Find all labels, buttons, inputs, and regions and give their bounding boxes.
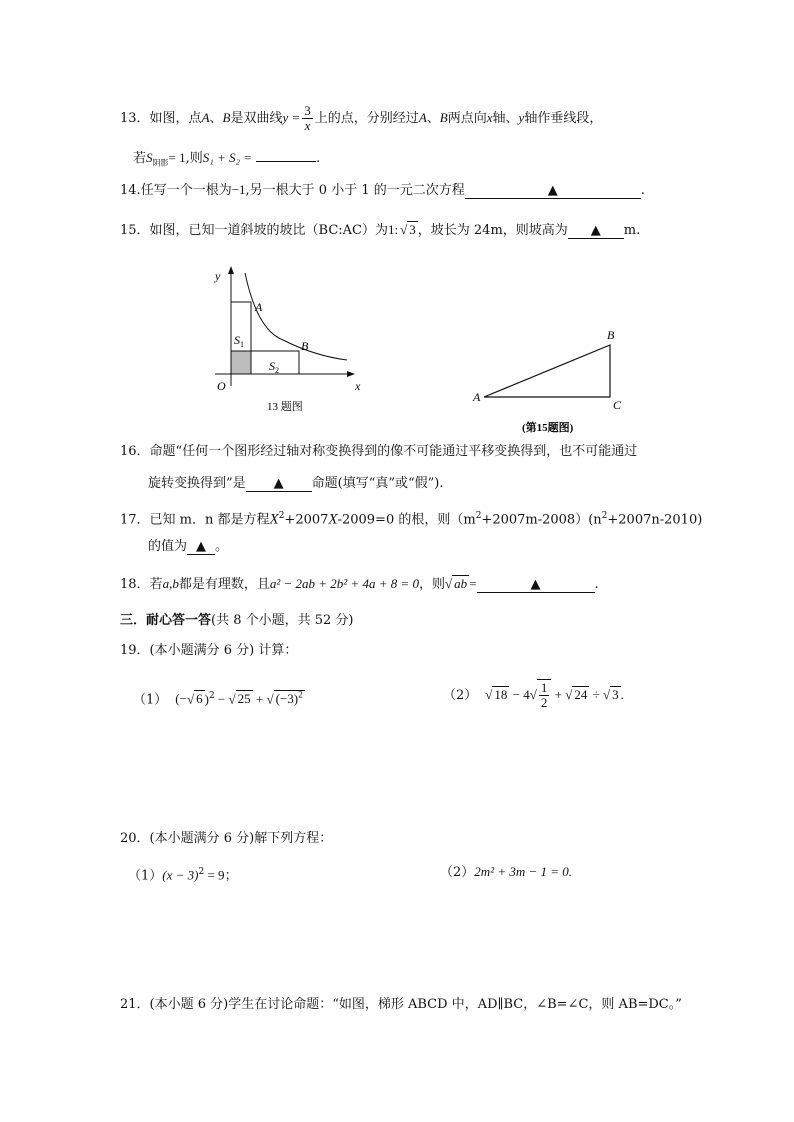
q19-heading: 19．(本小题满分 6 分) 计算： [120, 643, 298, 658]
s1-label: $S_1$ [234, 333, 244, 349]
point-a-label: A [255, 300, 263, 314]
y-label: y [215, 269, 221, 283]
vertex-c-label: C [613, 398, 622, 412]
vertex-b-label: B [607, 328, 615, 342]
q15-line: 15．如图，已知一道斜坡的坡比（BC:AC）为1: √ 3 ，坡长为 24m，则坡高为 ▲ m. [120, 222, 641, 238]
q15-answer-blank[interactable]: ▲ [568, 223, 624, 239]
slope-triangle [484, 345, 610, 397]
q20-part1: $(1)(x - 3)^2 = 9$； [128, 867, 238, 884]
q14-answer-blank[interactable]: ▲ [465, 183, 641, 199]
q18-answer-blank[interactable]: ▲ [477, 577, 595, 593]
q14-line: 14.任写一个一根为−1,另一根大于 0 小于 1 的一元二次方程 ▲ . [120, 182, 645, 198]
q19-part1: （1） (−√ 6 )$^2$ − √ 25 + √ $(-3)^2$ [133, 690, 303, 708]
section-3-heading: 三．耐心答一答(共 8 个小题，共 52 分) [120, 613, 354, 628]
shaded-region [231, 351, 251, 374]
q13-answer-blank[interactable] [256, 146, 316, 162]
q18-line: 18．若a,b都是有理数，且a² − 2ab + 2b² + 4a + 8 = 0，则√ ab = ▲ . [120, 576, 599, 592]
point-b-label: B [301, 339, 309, 353]
origin-label: O [217, 379, 226, 393]
q13-line1: 13．如图，点A、B是双曲线y = $\frac{3}{x}$ 上的点，分别经过A、B两点向x轴、y轴作垂线段， [120, 103, 603, 133]
vertex-a-label: A [473, 390, 481, 404]
q13-line2: 若$S_{阴影}= 1$,则S₁ + S₂ = . [133, 146, 320, 174]
y-axis-arrow-icon [228, 266, 234, 274]
q16-answer-blank[interactable]: ▲ [246, 476, 312, 492]
q17-line2: 的值为 ▲ 。 [148, 539, 229, 554]
q17-line1: 17．已知 m．n 都是方程$X^2+2007X-2009=0$ 的根，则$(m^2+2007m-2008)(n^2+2007n-2010)$ [120, 511, 703, 528]
figure-15-caption: (第15题图) [522, 422, 574, 434]
s2-label: $S_2$ [269, 359, 279, 375]
q21-line: 21．(本小题 6 分)学生在讨论命题：“如图，梯形 ABCD 中，AD∥BC，∠B=∠C，则 AB=DC。” [120, 997, 682, 1012]
q16-line2: 旋转变换得到”是 ▲ 命题(填写“真”或“假”). [148, 476, 444, 491]
fraction-3-over-x: $\frac{3}{x}$ [304, 103, 311, 133]
q19-part2: （2） √ 18 − 4√ $\frac{1}{2}$ + √ 24 ÷ √ 3 . [443, 680, 624, 710]
q17-answer-blank[interactable]: ▲ [187, 539, 215, 555]
q20-heading: 20．(本小题满分 6 分)解下列方程： [120, 831, 333, 846]
figure-13-hyperbola [195, 258, 375, 418]
hyperbola-curve [245, 273, 347, 360]
q16-line1: 16．命题“任何一个图形经过轴对称变换得到的像不可能通过平移变换得到，也不可能通过 [120, 444, 638, 459]
q20-part2: （2）2m² + 3m − 1 = 0. [440, 864, 573, 880]
figure-13-caption: 13 题图 [267, 401, 303, 413]
x-axis-arrow-icon [347, 371, 355, 377]
x-label: x [355, 379, 361, 393]
figure-15-slope [470, 325, 670, 435]
